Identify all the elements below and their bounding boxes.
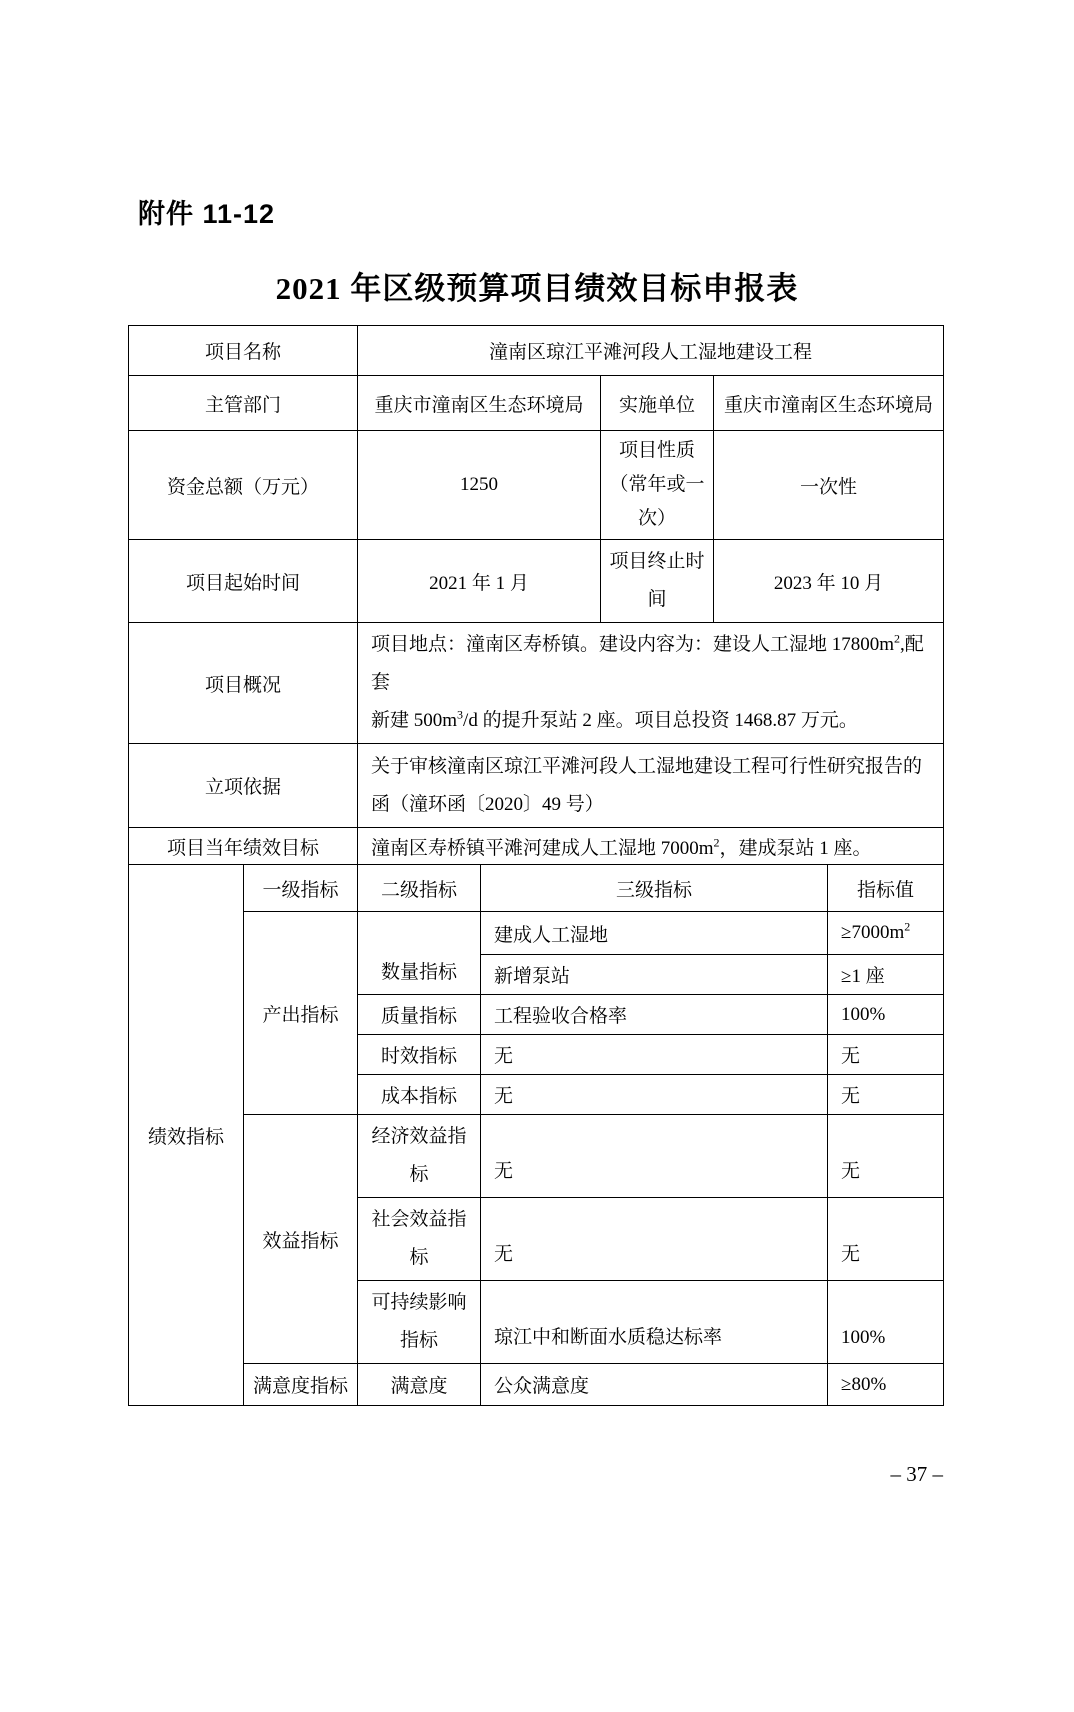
row-overview [129,623,944,744]
quality-level2: 质量指标 [358,995,481,1035]
attachment-label: 附件 11-12 [138,199,276,229]
superscript: 2 [713,835,720,850]
header-level1: 一级指标 [244,865,358,912]
dept-label: 主管部门 [129,376,358,431]
row-fund [129,431,944,540]
economic-level2: 经济效益指 标 [358,1115,481,1198]
cost-level2: 成本指标 [358,1075,481,1115]
pump-level3: 新增泵站 [481,955,828,995]
cost-value: 无 [828,1075,944,1115]
cost-level3: 无 [481,1075,828,1115]
basis-line2: 函（潼环函〔2020〕49 号） [371,793,604,815]
header-level3: 三级指标 [481,865,828,912]
economic-level3: 无 [481,1115,828,1198]
project-name-label: 项目名称 [129,326,358,376]
annual-goal-label: 项目当年绩效目标 [129,828,358,865]
document-page [0,192,1074,1712]
header-value: 指标值 [828,865,944,912]
timeliness-level2: 时效指标 [358,1035,481,1075]
economic-value: 无 [828,1115,944,1198]
sustainable-level2: 可持续影响 指标 [358,1281,481,1364]
nature-label-line3: 次） [638,508,677,529]
overview-label: 项目概况 [129,623,358,744]
sustainable-level3: 琼江中和断面水质稳达标率 [481,1281,828,1364]
project-name-value: 潼南区琼江平滩河段人工湿地建设工程 [358,326,944,376]
superscript: 2 [894,631,901,646]
basis-label: 立项依据 [129,744,358,828]
wetland-level3: 建成人工湿地 [481,912,828,955]
header-level2: 二级指标 [358,865,481,912]
satisfaction-level2: 满意度 [358,1364,481,1406]
basis-value [358,744,944,828]
end-value: 2023 年 10 月 [714,540,944,623]
nature-value: 一次性 [714,431,944,540]
end-label-line2: 间 [647,589,667,610]
pump-value: ≥1 座 [828,955,944,995]
quality-level3: 工程验收合格率 [481,995,828,1035]
social-level2: 社会效益指 标 [358,1198,481,1281]
level1-benefit: 效益指标 [244,1115,358,1364]
indicators-section-label: 绩效指标 [129,865,244,1406]
sustainable-value: 100% [828,1281,944,1364]
overview-line2: 新建 $500m^3/d$ 的提升泵站 2 座。项目总投资 1468.87 万元。 [371,707,858,731]
overview-value [358,623,944,744]
quality-value: 100% [828,995,944,1035]
satisfaction-value: ≥80% [828,1364,944,1406]
impl-value: 重庆市潼南区生态环境局 [714,376,944,431]
start-label: 项目起始时间 [129,540,358,623]
declaration-table [128,325,944,1406]
fund-label: 资金总额（万元） [129,431,358,540]
basis-line1: 关于审核潼南区琼江平滩河段人工湿地建设工程可行性研究报告的 [371,755,923,777]
row-dates [129,540,944,623]
row-economic [129,1115,944,1198]
end-label-line1: 项目终止时 [609,551,705,572]
page-number: – 37 – [890,1462,943,1486]
superscript: 2 [904,919,911,934]
row-project-name [129,326,944,376]
nature-label [601,431,714,540]
satisfaction-level3: 公众满意度 [481,1364,828,1406]
wetland-value: $\ge 7000m^2$ [828,912,944,955]
annual-goal-value: 潼南区寿桥镇平滩河建成人工湿地 $7000m^2$，建成泵站 1 座。 [358,828,944,865]
row-indicator-header [129,865,944,912]
row-basis [129,744,944,828]
page-title: 2021 年区级预算项目绩效目标申报表 [275,271,799,306]
level1-satisfaction: 满意度指标 [244,1364,358,1406]
level1-output: 产出指标 [244,912,358,1115]
row-satisfaction [129,1364,944,1406]
nature-label-line1: 项目性质 [619,440,696,461]
superscript: 3 [457,707,464,722]
end-label [601,540,714,623]
impl-label: 实施单位 [601,376,714,431]
row-dept [129,376,944,431]
row-annual-goal [129,828,944,865]
dept-value: 重庆市潼南区生态环境局 [358,376,601,431]
social-value: 无 [828,1198,944,1281]
level2-quantity: 数量指标 [358,912,481,995]
overview-line1: 项目地点：潼南区寿桥镇。建设内容为：建设人工湿地 $17800m^2$,配套 [371,631,924,693]
timeliness-value: 无 [828,1035,944,1075]
social-level3: 无 [481,1198,828,1281]
timeliness-level3: 无 [481,1035,828,1075]
start-value: 2021 年 1 月 [358,540,601,623]
fund-value: 1250 [358,431,601,540]
row-wetland [129,912,944,955]
nature-label-line2: （常年或一 [609,474,705,495]
